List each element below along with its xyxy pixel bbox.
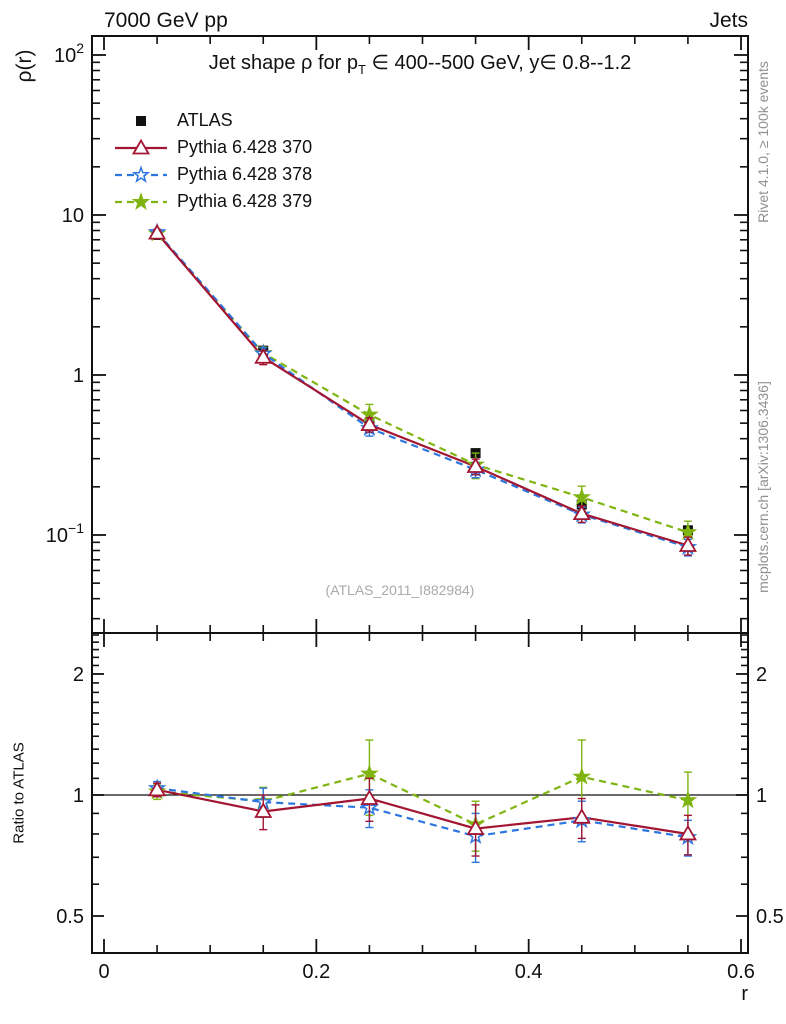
svg-text:10: 10 [61,205,84,227]
watermark-analysis-id: (ATLAS_2011_I882984) [325,582,475,598]
legend-label: ATLAS [177,110,233,130]
svg-text:1: 1 [72,785,84,807]
atlas-marker-sample [113,110,169,132]
legend-label: Pythia 6.428 379 [177,191,313,211]
svg-text:0.5: 0.5 [756,906,784,929]
y-axis-label-ratio: Ratio to ATLAS [10,742,28,844]
pythia-379-marker-sample [113,191,169,213]
x-axis-label: r [741,983,748,1005]
sidenote-rivet-version: Rivet 4.1.0, ≥ 100k events [755,61,771,223]
legend-item-atlas [113,107,312,134]
svg-text:0.6: 0.6 [727,961,755,983]
legend-label: Pythia 6.428 370 [177,137,313,157]
legend-item-pythia-370 [113,134,312,161]
svg-text:0: 0 [98,961,110,983]
legend [113,107,312,215]
svg-text:0.4: 0.4 [514,961,543,983]
svg-text:0.2: 0.2 [302,961,331,983]
svg-text:1: 1 [72,365,84,387]
svg-text:2: 2 [72,663,84,686]
svg-text:0.5: 0.5 [56,906,84,929]
y-axis-label-main: ρ(r) [13,49,36,83]
svg-text:2: 2 [756,663,768,686]
legend-label: Pythia 6.428 378 [177,164,313,184]
pythia-378-marker-sample [113,164,169,186]
svg-text:102: $10^2$ [53,40,84,67]
sidenote-mcplots-arxiv: mcplots.cern.ch [arXiv:1306.3436] [755,381,771,593]
legend-item-pythia-378 [113,161,312,188]
header-beam-energy: 7000 GeV pp [104,9,228,32]
header-analysis-group: Jets [709,9,748,32]
svg-text:1: 1 [756,785,768,807]
svg-text:10−1: $10^{-1}$ [45,520,84,547]
legend-item-pythia-379 [113,188,312,215]
pythia-370-marker-sample [113,137,169,159]
plot-title: Jet shape ρ for $p_T$ ∈ 400--500 GeV, y∈ 0.8--1.2 [208,52,632,77]
